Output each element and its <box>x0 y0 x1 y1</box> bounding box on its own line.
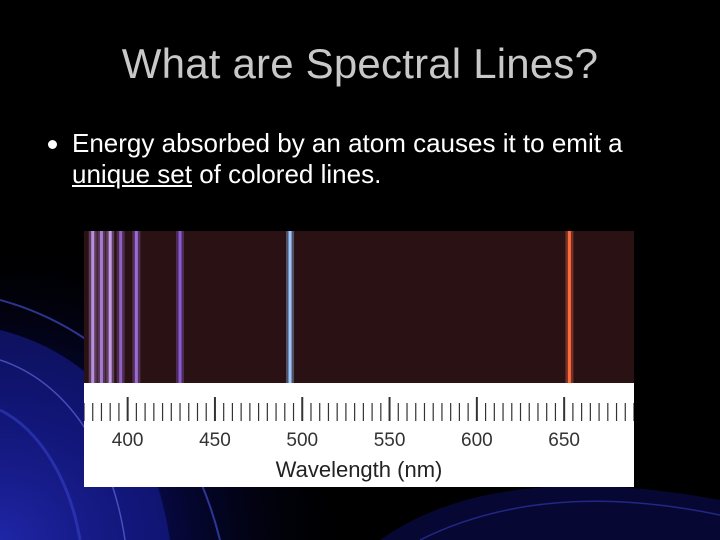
tick-label: 400 <box>111 430 144 451</box>
emission-line <box>135 231 138 383</box>
emission-line <box>289 231 292 383</box>
tick-label: 450 <box>199 430 231 451</box>
emission-line <box>568 231 571 383</box>
tick-label: 600 <box>461 430 493 451</box>
bullet-list <box>46 128 686 190</box>
emission-line <box>100 231 103 383</box>
emission-line <box>91 231 94 383</box>
bullet-dot-icon <box>48 140 57 149</box>
bullet-text-start: Energy absorbed by an atom causes it to emit a <box>72 128 623 158</box>
emission-line <box>179 231 182 383</box>
wavelength-axis-label: Wavelength (nm) <box>275 457 443 482</box>
bullet-text-end: of colored lines. <box>191 159 382 189</box>
bullet-text-emphasis: unique set <box>72 159 192 189</box>
tick-label: 550 <box>373 430 406 451</box>
spectrum-band <box>84 231 634 383</box>
bullet-item <box>46 128 686 190</box>
emission-line <box>119 231 122 383</box>
tick-label: 650 <box>548 430 581 451</box>
emission-line <box>109 231 112 383</box>
tick-label: 500 <box>286 430 319 451</box>
slide-title: What are Spectral Lines? <box>121 40 599 87</box>
emission-spectrum-figure <box>84 231 634 487</box>
